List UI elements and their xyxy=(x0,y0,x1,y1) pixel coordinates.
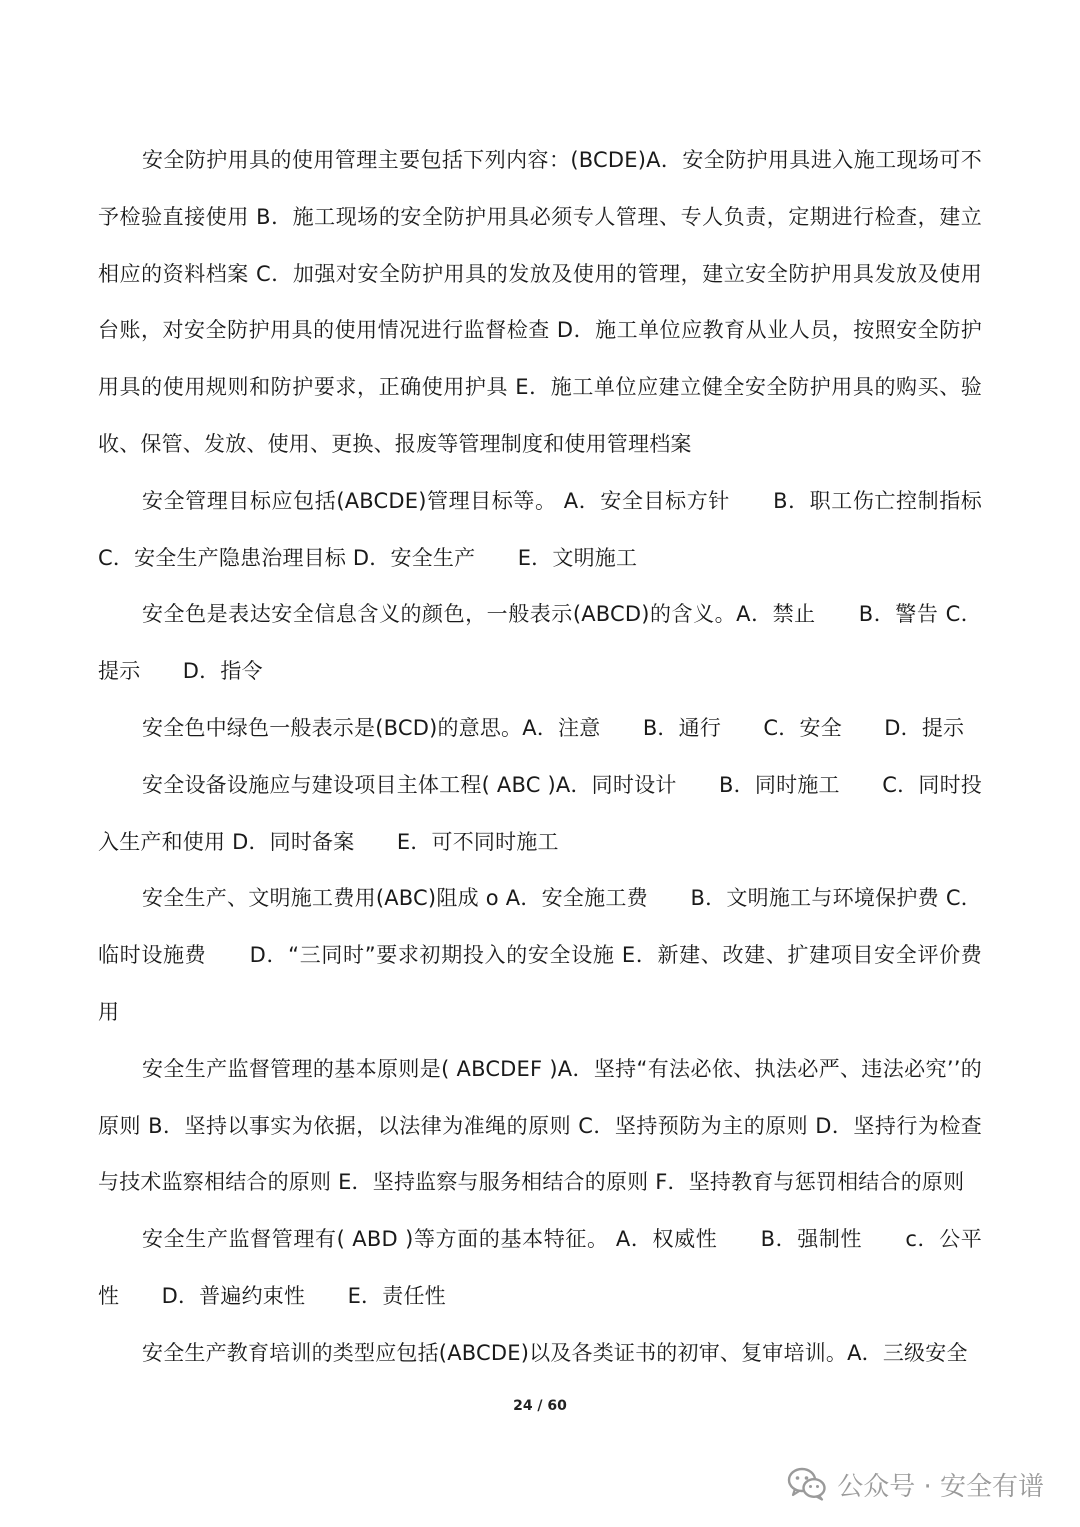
question-paragraph: 安全设备设施应与建设项目主体工程( ABC )A．同时设计 B．同时施工 C．同时投入生产和使用 D．同时备案 E．可不同时施工 xyxy=(98,772,982,854)
question-paragraph: 安全生产教育培训的类型应包括(ABCDE)以及各类证书的初审、复审培训。A．三级安全 xyxy=(142,1340,968,1365)
question-paragraph: 安全生产监督管理有( ABD )等方面的基本特征。 A．权威性 B．强制性 c．公平性 D．普遍约束性 E．责任性 xyxy=(98,1227,982,1308)
watermark xyxy=(787,1462,1044,1506)
question-paragraph: 安全防护用具的使用管理主要包括下列内容：(BCDE)A．安全防护用具进入施工现场可不予检验直接使用 B．施工现场的安全防护用具必须专人管理、专人负责，定期进行检查，建立相应的资料档案 C．加强对安全防护用具的发放及使用的管理，建立安全防护用具发放及使用台账，对安全防护用具的使用情况进行监督检查 D．施工单位应教育从业人员，按照安全防护用具的使用规则和防护要求，正确使用护具 E．施工单位应建立健全安全防护用具的购买、验收、保管、发放、使用、更换、报废等管理制度和使用管理档案 xyxy=(98,148,982,456)
question-paragraph: 安全生产、文明施工费用(ABC)阻成 o A．安全施工费 B．文明施工与环境保护费 C．临时设施费 D．“三同时”要求初期投入的安全设施 E．新建、改建、扩建项目安全评价费用 xyxy=(98,886,982,1024)
watermark-text: 公众号 · 安全有谱 xyxy=(837,1471,1044,1502)
question-paragraph: 安全管理目标应包括(ABCDE)管理目标等。 A．安全目标方针 B．职工伤亡控制指标 C．安全生产隐患治理目标 D．安全生产 E．文明施工 xyxy=(98,488,982,570)
document-body xyxy=(98,132,982,1382)
question-paragraph: 安全生产监督管理的基本原则是( ABCDEF )A．坚持“有法必依、执法必严、违法必究’’的原则 B．坚持以事实为依据，以法律为准绳的原则 C．坚持预防为主的原则 D．坚持行为检查与技术监察相结合的原则 E．坚持监察与服务相结合的原则 F．坚持教育与惩罚相结合的原则 xyxy=(98,1056,982,1195)
page-number: 24 / 60 xyxy=(513,1398,567,1414)
question-paragraph: 安全色中绿色一般表示是(BCD)的意思。A．注意 B．通行 C．安全 D．提示 xyxy=(142,715,965,740)
wechat-icon xyxy=(787,1467,827,1501)
question-paragraph: 安全色是表达安全信息含义的颜色，一般表示(ABCD)的含义。A．禁止 B．警告 C．提示 D．指令 xyxy=(98,602,982,684)
